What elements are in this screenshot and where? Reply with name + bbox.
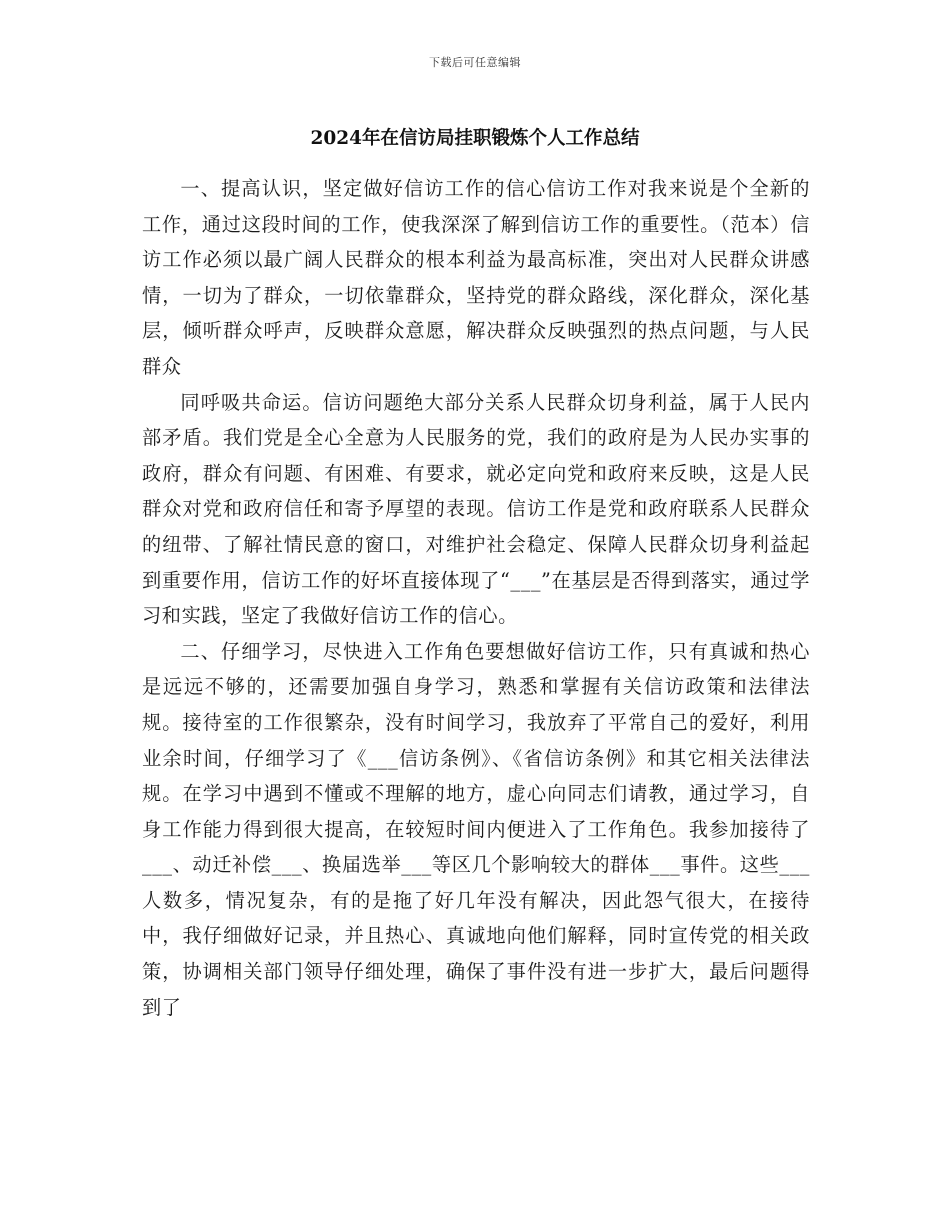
document-title: 2024年在信访局挂职锻炼个人工作总结	[310, 128, 640, 149]
paragraph-1: 一、提高认识，坚定做好信访工作的信心信访工作对我来说是个全新的工作，通过这段时间的工作，使我深深了解到信访工作的重要性。（范本）信访工作必须以最广阔人民群众的根本利益为最高标准，突出对人民群众讲感情，一切为了群众，一切依靠群众，坚持党的群众路线，深化群众，深化基层，倾听群众呼声，反映群众意愿，解决群众反映强烈的热点问题，与人民群众	[142, 177, 810, 378]
paragraph-3: 二、仔细学习，尽快进入工作角色要想做好信访工作，只有真诚和热心是远远不够的，还需要加强自身学习，熟悉和掌握有关信访政策和法律法规。接待室的工作很繁杂，没有时间学习，我放弃了平常自己的爱好，利用业余时间，仔细学习了《___信访条例》、《省信访条例》和其它相关法律法规。在学习中遇到不懂或不理解的地方，虚心向同志们请教，通过学习，自身工作能力得到很大提高，在较短时间内便进入了工作角色。我参加接待了___、动迁补偿___、换届选举___等区几个影响较大的群体___事件。这些___人数多，情况复杂，有的是拖了好几年没有解决，因此怨气很大，在接待中，我仔细做好记录，并且热心、真诚地向他们解释，同时宣传党的相关政策，协调相关部门领导仔细处理，确保了事件没有进一步扩大，最后问题得到了	[142, 639, 810, 1019]
paragraph-2: 同呼吸共命运。信访问题绝大部分关系人民群众切身利益，属于人民内部矛盾。我们党是全心全意为人民服务的党，我们的政府是为人民办实事的政府，群众有问题、有困难、有要求，就必定向党和政府来反映，这是人民群众对党和政府信任和寄予厚望的表现。信访工作是党和政府联系人民群众的纽带、了解社情民意的窗口，对维护社会稳定、保障人民群众切身利益起到重要作用，信访工作的好坏直接体现了“___”在基层是否得到落实，通过学习和实践，坚定了我做好信访工作的信心。	[142, 390, 810, 628]
document-body	[142, 171, 810, 1025]
page-header-note: 下载后可任意编辑	[429, 56, 521, 69]
